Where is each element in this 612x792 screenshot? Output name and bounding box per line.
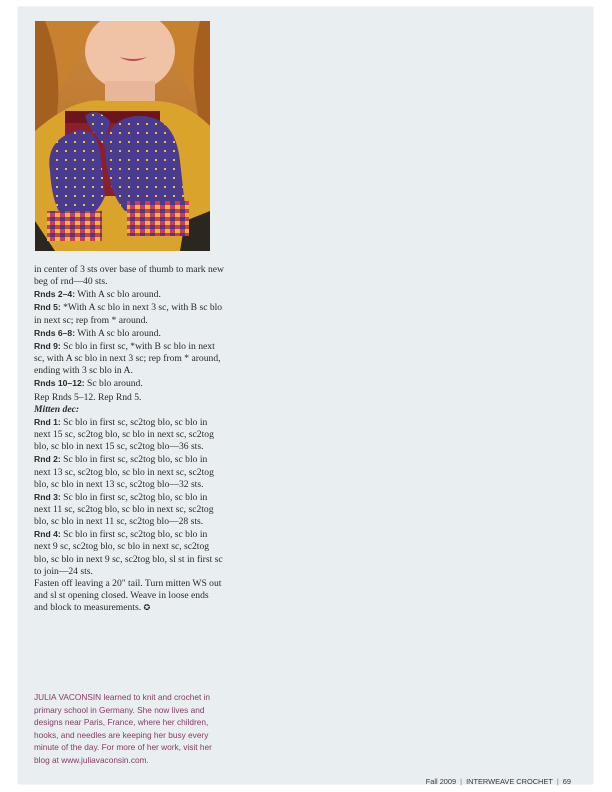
magazine-page: [18, 7, 593, 784]
finishing-instructions: Fasten off leaving a 20" tail. Turn mitten WS out and sl st opening closed. Weave in loose ends and block to measurements. ✪: [34, 577, 222, 614]
instruction-line-5: Rnds 10–12: Sc blo around.: [34, 378, 143, 390]
magazine-name: INTERWEAVE CROCHET: [466, 777, 553, 786]
pattern-instructions: [34, 263, 224, 614]
end-mark-icon: ✪: [143, 603, 151, 613]
page-footer: [426, 777, 571, 786]
instruction-line-2: Rnd 5: *With A sc blo in next 3 sc, with B sc blo in next sc; rep from * around.: [34, 302, 223, 326]
instruction-line-1: Rnds 2–4: With A sc blo around.: [34, 289, 161, 301]
designer-bio: [34, 691, 226, 767]
instruction-line-3: Rnds 6–8: With A sc blo around.: [34, 327, 161, 339]
issue-date: Fall 2009: [425, 777, 457, 786]
decrease-round-4: Rnd 4: Sc blo in first sc, sc2tog blo, sc blo in next 9 sc, sc2tog blo, sc blo in next sc, sc2tog blo, sc blo in next 9 sc, sc2tog blo, sl st in first sc to join—24 sts.: [34, 529, 223, 577]
bio-text: JULIA VACONSIN learned to knit and crochet in primary school in Germany. She now lives and designs near Paris, France, where her children, hooks, and needles are keeping her busy every minute of the day. For more of her work, visit her blog at www.juliavaconsin.com.: [34, 692, 212, 765]
instruction-line-0: in center of 3 sts over base of thumb to mark new beg of rnd—40 sts.: [34, 264, 224, 288]
instruction-line-4: Rnd 9: Sc blo in first sc, *with B sc blo in next sc, with A sc blo in next 3 sc; rep from * around, ending with 3 sc blo in A.: [34, 340, 221, 377]
mittens-photo: [35, 21, 210, 251]
footer-separator: |: [460, 777, 463, 786]
decrease-round-3: Rnd 3: Sc blo in first sc, sc2tog blo, sc blo in next 11 sc, sc2tog blo, sc blo in next sc, sc2tog blo, sc blo in next 11 sc, sc2tog blo—28 sts.: [34, 491, 214, 528]
mitten-dec-subheading: Mitten dec:: [34, 403, 80, 415]
instruction-line-6: Rep Rnds 5–12. Rep Rnd 5.: [34, 391, 142, 403]
page-number: 69: [562, 777, 571, 786]
decrease-round-1: Rnd 1: Sc blo in first sc, sc2tog blo, sc blo in next 15 sc, sc2tog blo, sc blo in next sc, sc2tog blo, sc blo in next 15 sc, sc2tog blo—36 sts.: [34, 416, 214, 453]
footer-separator-2: |: [556, 777, 559, 786]
decrease-round-2: Rnd 2: Sc blo in first sc, sc2tog blo, sc blo in next 13 sc, sc2tog blo, sc blo in next sc, sc2tog blo, sc blo in next 13 sc, sc2tog blo—32 sts.: [34, 454, 214, 490]
